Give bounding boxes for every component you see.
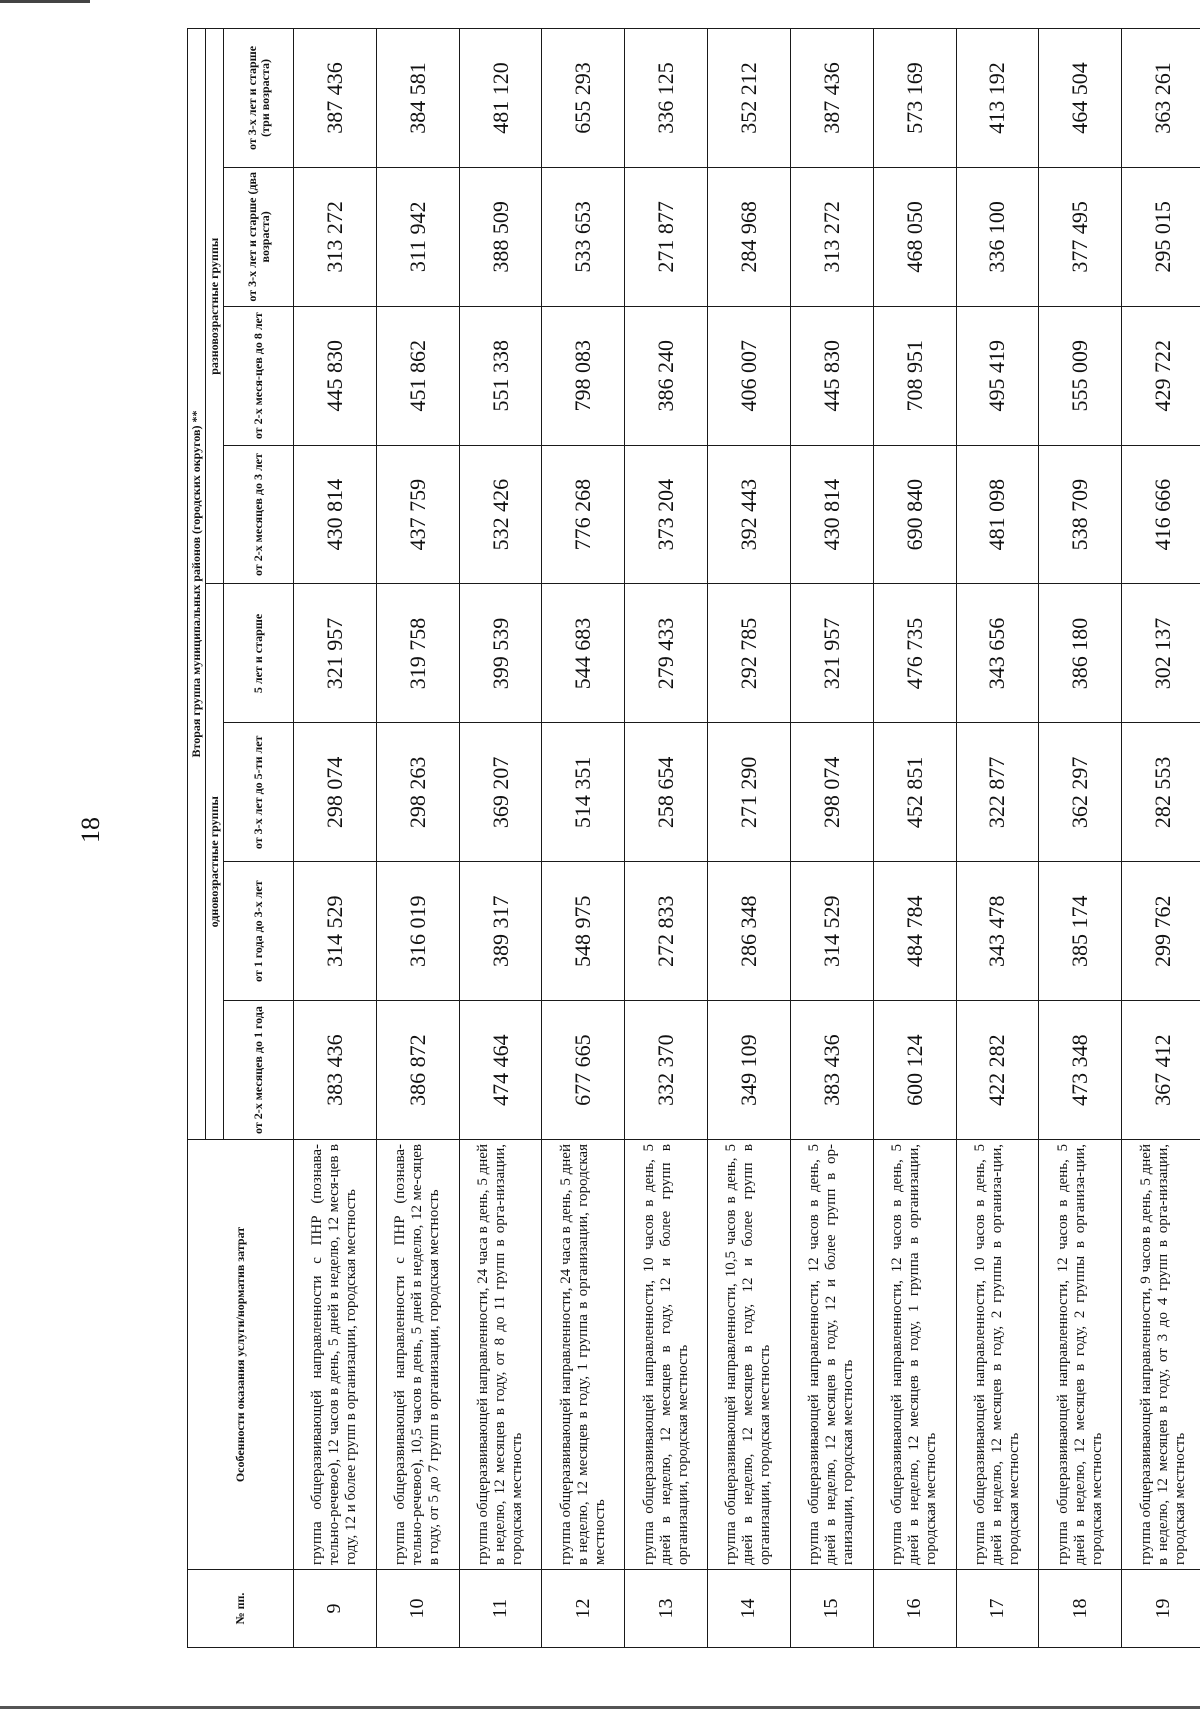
cost-value: 352 212 bbox=[708, 29, 791, 168]
cost-value: 313 272 bbox=[790, 167, 873, 306]
row-number: 18 bbox=[1039, 1570, 1122, 1648]
table-row bbox=[294, 29, 377, 1648]
row-number: 16 bbox=[873, 1570, 956, 1648]
cost-value: 302 137 bbox=[1122, 584, 1200, 723]
row-number: 10 bbox=[376, 1570, 459, 1648]
cost-value: 343 656 bbox=[956, 584, 1039, 723]
cost-value: 271 290 bbox=[708, 723, 791, 862]
cost-value: 451 862 bbox=[376, 306, 459, 445]
cost-value: 555 009 bbox=[1039, 306, 1122, 445]
cost-value: 383 436 bbox=[294, 1001, 377, 1140]
row-description: группа общеразвивающей направленности, 12 часов в день, 5 дней в неделю, 12 месяцев в году, 1 группа в организации, городская местность bbox=[873, 1140, 956, 1570]
cost-value: 776 268 bbox=[542, 445, 625, 584]
cost-value: 495 419 bbox=[956, 306, 1039, 445]
cost-value: 321 957 bbox=[790, 584, 873, 723]
table-row bbox=[542, 29, 625, 1648]
cost-value: 343 478 bbox=[956, 862, 1039, 1001]
cost-value: 284 968 bbox=[708, 167, 791, 306]
header-mixed-age: разновозрастные группы bbox=[206, 29, 224, 585]
cost-value: 600 124 bbox=[873, 1001, 956, 1140]
cost-value: 481 098 bbox=[956, 445, 1039, 584]
page-number: 18 bbox=[76, 817, 105, 843]
cost-value: 367 412 bbox=[1122, 1001, 1200, 1140]
cost-value: 295 015 bbox=[1122, 167, 1200, 306]
row-description: группа общеразвивающей направленности, 10 часов в день, 5 дней в неделю, 12 месяцев в году, 12 и более групп в организации, городская местность bbox=[625, 1140, 708, 1570]
column-header: от 3-х лет и старше (три возраста) bbox=[224, 29, 294, 168]
cost-value: 377 495 bbox=[1039, 167, 1122, 306]
cost-norms-table bbox=[187, 28, 1200, 1648]
cost-value: 311 942 bbox=[376, 167, 459, 306]
cost-value: 464 504 bbox=[1039, 29, 1122, 168]
column-header: 5 лет и старше bbox=[224, 584, 294, 723]
cost-value: 389 317 bbox=[459, 862, 542, 1001]
cost-value: 313 272 bbox=[294, 167, 377, 306]
cost-value: 429 722 bbox=[1122, 306, 1200, 445]
header-second-group: Вторая группа муниципальных районов (городских округов) ** bbox=[188, 29, 206, 1140]
row-description: группа общеразвивающей направленности, 24 часа в день, 5 дней в неделю, 12 месяцев в году, от 8 до 11 групп в орга-низации, городская местность bbox=[459, 1140, 542, 1570]
cost-value: 363 261 bbox=[1122, 29, 1200, 168]
cost-value: 386 872 bbox=[376, 1001, 459, 1140]
cost-value: 386 180 bbox=[1039, 584, 1122, 723]
row-description: группа общеразвивающей направленности, 10,5 часов в день, 5 дней в неделю, 12 месяцев в году, 12 и более групп в организации, городская местность bbox=[708, 1140, 791, 1570]
cost-value: 369 207 bbox=[459, 723, 542, 862]
cost-value: 573 169 bbox=[873, 29, 956, 168]
cost-value: 484 784 bbox=[873, 862, 956, 1001]
row-number: 15 bbox=[790, 1570, 873, 1648]
row-description: группа общеразвивающей направленности, 9 часов в день, 5 дней в неделю, 12 месяцев в году, от 3 до 4 групп в орга-низации, городская местность bbox=[1122, 1140, 1200, 1570]
row-number: 14 bbox=[708, 1570, 791, 1648]
cost-value: 299 762 bbox=[1122, 862, 1200, 1001]
cost-value: 387 436 bbox=[294, 29, 377, 168]
cost-value: 452 851 bbox=[873, 723, 956, 862]
cost-value: 655 293 bbox=[542, 29, 625, 168]
cost-value: 392 443 bbox=[708, 445, 791, 584]
table-row bbox=[459, 29, 542, 1648]
cost-value: 548 975 bbox=[542, 862, 625, 1001]
cost-value: 430 814 bbox=[790, 445, 873, 584]
cost-value: 316 019 bbox=[376, 862, 459, 1001]
cost-value: 430 814 bbox=[294, 445, 377, 584]
table-row bbox=[1122, 29, 1200, 1648]
cost-value: 362 297 bbox=[1039, 723, 1122, 862]
cost-value: 319 758 bbox=[376, 584, 459, 723]
cost-value: 298 263 bbox=[376, 723, 459, 862]
cost-value: 445 830 bbox=[294, 306, 377, 445]
cost-value: 677 665 bbox=[542, 1001, 625, 1140]
cost-value: 298 074 bbox=[294, 723, 377, 862]
table-row bbox=[873, 29, 956, 1648]
cost-value: 383 436 bbox=[790, 1001, 873, 1140]
cost-value: 279 433 bbox=[625, 584, 708, 723]
row-number: 9 bbox=[294, 1570, 377, 1648]
cost-value: 551 338 bbox=[459, 306, 542, 445]
cost-value: 413 192 bbox=[956, 29, 1039, 168]
row-number: 11 bbox=[459, 1570, 542, 1648]
cost-value: 373 204 bbox=[625, 445, 708, 584]
cost-value: 292 785 bbox=[708, 584, 791, 723]
column-header: от 1 года до 3-х лет bbox=[224, 862, 294, 1001]
cost-value: 314 529 bbox=[790, 862, 873, 1001]
row-description: группа общеразвивающей направленности с ПНР (познава-тельно-речевое), 10,5 часов в день, 5 дней в неделю, 12 ме-сяцев в году, от 5 до 7 групп в организации, городская местность bbox=[376, 1140, 459, 1570]
column-header: от 2-х месяцев до 1 года bbox=[224, 1001, 294, 1140]
table-row bbox=[708, 29, 791, 1648]
table-row bbox=[1039, 29, 1122, 1648]
rotated-table-container bbox=[187, 28, 1200, 1648]
cost-value: 538 709 bbox=[1039, 445, 1122, 584]
row-description: группа общеразвивающей направленности, 24 часа в день, 5 дней в неделю, 12 месяцев в году, 1 группа в организации, городская местность bbox=[542, 1140, 625, 1570]
column-header: от 3-х лет до 5-ти лет bbox=[224, 723, 294, 862]
row-description: группа общеразвивающей направленности, 10 часов в день, 5 дней в неделю, 12 месяцев в году, 2 группы в организа-ции, городская местность bbox=[956, 1140, 1039, 1570]
cost-value: 385 174 bbox=[1039, 862, 1122, 1001]
table-row bbox=[956, 29, 1039, 1648]
cost-value: 416 666 bbox=[1122, 445, 1200, 584]
row-number: 19 bbox=[1122, 1570, 1200, 1648]
cost-value: 422 282 bbox=[956, 1001, 1039, 1140]
column-header: от 2-х месяцев до 3 лет bbox=[224, 445, 294, 584]
header-features: Особенности оказания услуги/норматив затрат bbox=[188, 1140, 294, 1570]
cost-value: 332 370 bbox=[625, 1001, 708, 1140]
cost-value: 282 553 bbox=[1122, 723, 1200, 862]
cost-value: 336 100 bbox=[956, 167, 1039, 306]
row-description: группа общеразвивающей направленности, 12 часов в день, 5 дней в неделю, 12 месяцев в году, 2 группы в организа-ции, городская местность bbox=[1039, 1140, 1122, 1570]
row-description: группа общеразвивающей направленности, 12 часов в день, 5 дней в неделю, 12 месяцев в году, 12 и более групп в ор-ганизации, городская местность bbox=[790, 1140, 873, 1570]
cost-value: 336 125 bbox=[625, 29, 708, 168]
cost-value: 258 654 bbox=[625, 723, 708, 862]
cost-value: 474 464 bbox=[459, 1001, 542, 1140]
cost-value: 437 759 bbox=[376, 445, 459, 584]
cost-value: 322 877 bbox=[956, 723, 1039, 862]
cost-value: 399 539 bbox=[459, 584, 542, 723]
table-row bbox=[790, 29, 873, 1648]
row-description: группа общеразвивающей направленности с ПНР (познава-тельно-речевое), 12 часов в день, 5 дней в неделю, 12 меся-цев в году, 12 и более групп в организации, городская местность bbox=[294, 1140, 377, 1570]
cost-value: 271 877 bbox=[625, 167, 708, 306]
table-row bbox=[376, 29, 459, 1648]
table-row bbox=[625, 29, 708, 1648]
cost-value: 272 833 bbox=[625, 862, 708, 1001]
row-number: 13 bbox=[625, 1570, 708, 1648]
cost-value: 532 426 bbox=[459, 445, 542, 584]
cost-value: 386 240 bbox=[625, 306, 708, 445]
cost-value: 349 109 bbox=[708, 1001, 791, 1140]
header-single-age: одновозрастные группы bbox=[206, 584, 224, 1140]
cost-value: 481 120 bbox=[459, 29, 542, 168]
cost-value: 476 735 bbox=[873, 584, 956, 723]
row-number: 17 bbox=[956, 1570, 1039, 1648]
cost-value: 468 050 bbox=[873, 167, 956, 306]
cost-value: 544 683 bbox=[542, 584, 625, 723]
cost-value: 533 653 bbox=[542, 167, 625, 306]
cost-value: 387 436 bbox=[790, 29, 873, 168]
cost-value: 798 083 bbox=[542, 306, 625, 445]
cost-value: 384 581 bbox=[376, 29, 459, 168]
cost-value: 314 529 bbox=[294, 862, 377, 1001]
column-header: от 3-х лет и старше (два возраста) bbox=[224, 167, 294, 306]
cost-value: 388 509 bbox=[459, 167, 542, 306]
scan-edge-top bbox=[0, 0, 90, 3]
cost-value: 708 951 bbox=[873, 306, 956, 445]
column-header: от 2-х меся-цев до 8 лет bbox=[224, 306, 294, 445]
row-number: 12 bbox=[542, 1570, 625, 1648]
cost-value: 445 830 bbox=[790, 306, 873, 445]
cost-value: 406 007 bbox=[708, 306, 791, 445]
scan-edge-bottom bbox=[0, 1706, 1200, 1709]
cost-value: 321 957 bbox=[294, 584, 377, 723]
cost-value: 514 351 bbox=[542, 723, 625, 862]
cost-value: 286 348 bbox=[708, 862, 791, 1001]
cost-value: 690 840 bbox=[873, 445, 956, 584]
cost-value: 473 348 bbox=[1039, 1001, 1122, 1140]
header-index: № пп. bbox=[188, 1570, 294, 1648]
cost-value: 298 074 bbox=[790, 723, 873, 862]
